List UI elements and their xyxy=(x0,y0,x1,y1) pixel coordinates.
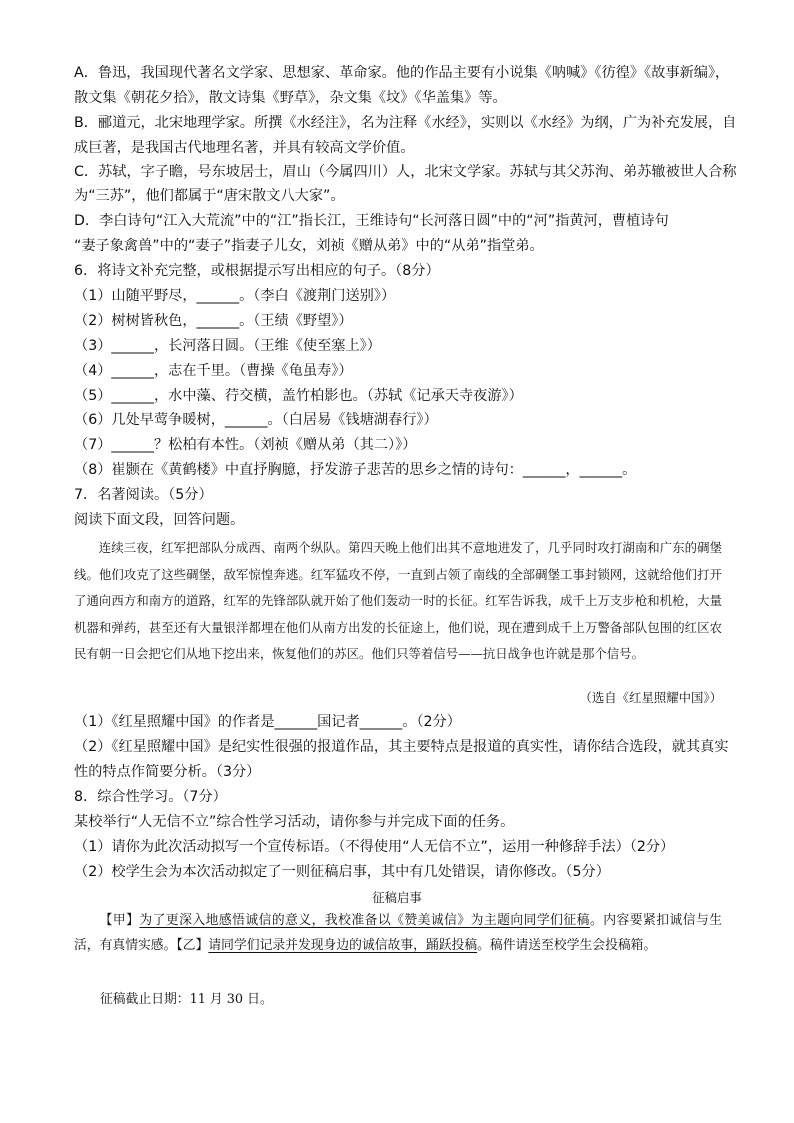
q8-intro: 某校举行“人无信不立”综合性学习活动，请你参与并完成下面的任务。 xyxy=(74,814,515,830)
q6-item-7: （7）______？松柏有本性。（刘祯《赠从弟（其二）》） xyxy=(74,437,417,453)
option-c-line2: 为“三苏”，他们都属于“唐宋散文八大家”。 xyxy=(74,188,345,204)
q6-item-6: （6）几处早莺争暖树，______。（白居易《钱塘湖春行》） xyxy=(74,412,438,428)
q7-sub1: （1）《红星照耀中国》的作者是______国记者______。（2分） xyxy=(74,714,461,730)
notice-sentence-yi: 请同学们记录并发现身边的诚信故事，踊跃投稿 xyxy=(208,938,478,953)
q6-item-3: （3）______，长河落日圆。（王维《使至塞上》） xyxy=(74,338,381,354)
q7-source: （选自《红星照耀中国》） xyxy=(579,690,722,705)
option-a-line1: A．鲁迅，我国现代著名文学家、思想家、革命家。他的作品主要有小说集《呐喊》《彷徨》《故事新编》， xyxy=(74,65,730,81)
q7-instruction: 阅读下面文段，回答问题。 xyxy=(74,512,245,528)
notice-body xyxy=(74,908,722,958)
q6-item-4: （4）______，志在千里。（曹操《龟虽寿》） xyxy=(74,363,353,379)
option-c-line1: C．苏轼，字子瞻，号东坡居士，眉山（今属四川）人，北宋文学家。苏轼与其父苏洵、弟苏辙被世人合称 xyxy=(74,164,737,180)
q8-heading: 8．综合性学习。（7分） xyxy=(74,789,227,805)
notice-title: 征稿启事 xyxy=(372,890,422,905)
option-b-line1: B．郦道元，北宋地理学家。所撰《水经注》，名为注释《水经》，实则以《水经》为纲，广为补充发展，自 xyxy=(74,115,737,131)
option-d-line1: D．李白诗句“江入大荒流”中的“江”指长江，王维诗句“长河落日圆”中的“河”指黄河，曹植诗句 xyxy=(74,213,669,229)
mark-yi: 【乙】 xyxy=(176,938,209,953)
q7-sub2-line1: （2）《红星照耀中国》是纪实性很强的报道作品，其主要特点是报道的真实性，请你结合选段，就其真实 xyxy=(74,739,729,755)
q7-sub2-line2: 性的特点作简要分析。（3分） xyxy=(74,764,261,780)
q7-heading: 7．名著阅读。（5分） xyxy=(74,487,213,503)
notice-middle: 。内容要紧扣诚信与生活，有真情实感。 xyxy=(74,913,723,953)
q8-task2: （2）校学生会为本次活动拟定了一则征稿启事，其中有几处错误，请你修改。（5分） xyxy=(74,864,610,880)
option-d-line2: “妻子象禽兽”中的“妻子”指妻子儿女，刘祯《赠从弟》中的“从弟”指堂弟。 xyxy=(74,238,544,254)
q7-passage: 连续三夜，红军把部队分成西、南两个纵队。第四天晚上他们出其不意地进发了，几乎同时攻打湖南和广东的碉堡线。他们攻克了这些碉堡，敌军惊惶奔逃。红军猛攻不停，一直到占领了南线的全部碉堡工事封锁网，这就给他们打开了通向西方和南方的道路，红军的先锋部队就开始了他们轰动一时的长征。红军告诉我，成千上万支步枪和机枪，大量机器和弹药，甚至还有大量银洋都埋在他们从南方出发的长征途上，他们说，现在遭到成千上万警备部队包围的红区农民有朝一日会把它们从地下挖出来，恢复他们的苏区。他们只等着信号——抗日战争也许就是那个信号。 xyxy=(74,540,722,661)
option-b-line2: 成巨著，是我国古代地理名著，并具有较高文学价值。 xyxy=(74,140,415,156)
option-a-line2: 散文集《朝花夕拾》，散文诗集《野草》，杂文集《坟》《华盖集》等。 xyxy=(74,90,507,106)
q8-task1: （1）请你为此次活动拟写一个宣传标语。（不得使用“人无信不立”，运用一种修辞手法）（2分） xyxy=(74,839,675,855)
notice-tail: 。稿件请送至校学生会投稿箱。 xyxy=(477,938,657,953)
notice-deadline: 征稿截止日期：11 月 30 日。 xyxy=(100,992,273,1007)
mark-jia: 【甲】 xyxy=(99,913,140,928)
q6-item-5: （5）______，水中藻、荇交横，盖竹柏影也。（苏轼《记承天寺夜游》） xyxy=(74,388,523,404)
q6-item-8: （8）崔颢在《黄鹤楼》中直抒胸臆，抒发游子悲苦的思乡之情的诗句：______，______。 xyxy=(74,462,637,478)
notice-sentence-jia: 为了更深入地感悟诚信的意义，我校准备以《赞美诚信》为主题向同学们征稿 xyxy=(139,913,590,928)
q6-heading: 6．将诗文补充完整，或根据提示写出相应的句子。（8分） xyxy=(74,263,440,279)
q6-item-1: （1）山随平野尽，______。（李白《渡荆门送别》） xyxy=(74,288,396,304)
q6-item-2: （2）树树皆秋色，______。（王绩《野望》） xyxy=(74,313,353,329)
